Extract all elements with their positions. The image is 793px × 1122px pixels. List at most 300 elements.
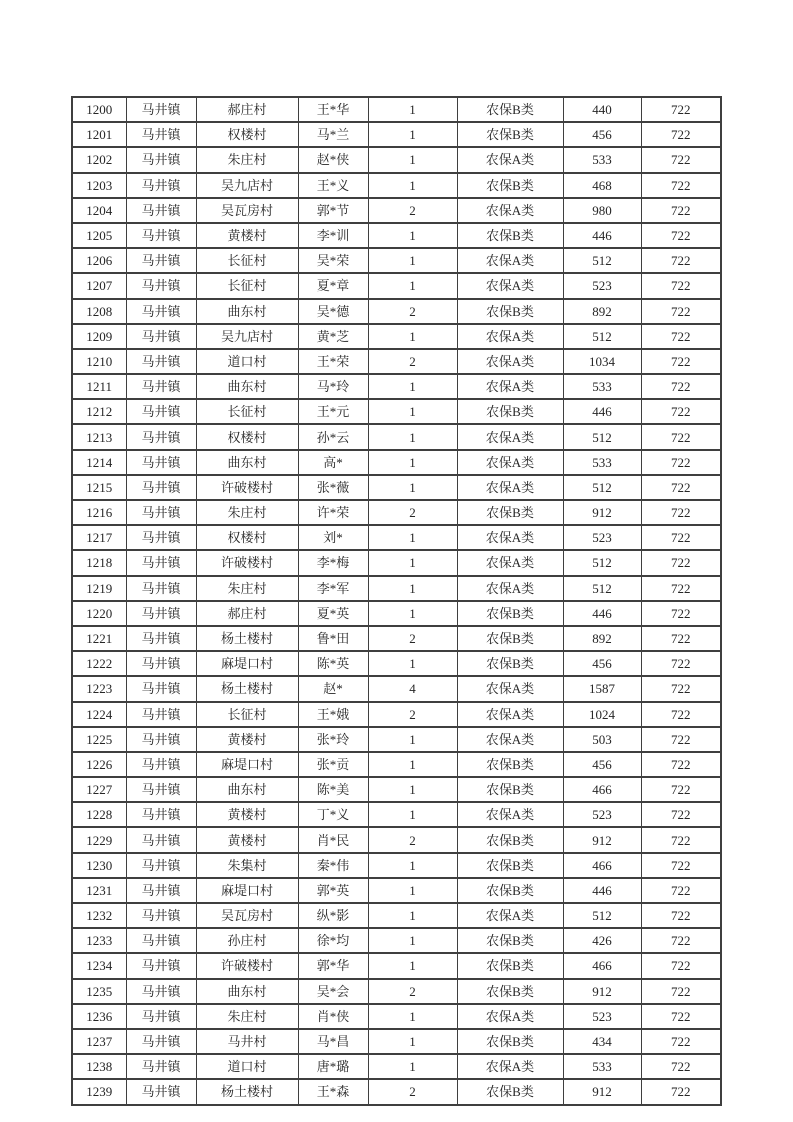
table-cell: 马井镇 <box>126 853 196 878</box>
table-cell: 1 <box>368 550 457 575</box>
table-cell: 1 <box>368 777 457 802</box>
table-row <box>72 248 721 273</box>
table-cell: 吴瓦房村 <box>196 903 298 928</box>
table-cell: 刘* <box>298 525 368 550</box>
table-body <box>72 97 721 1105</box>
table-cell: 722 <box>641 223 721 248</box>
table-cell: 466 <box>563 777 641 802</box>
table-cell: 马井镇 <box>126 450 196 475</box>
table-cell: 李*梅 <box>298 550 368 575</box>
table-cell: 农保B类 <box>457 500 563 525</box>
table-cell: 446 <box>563 399 641 424</box>
table-cell: 农保B类 <box>457 1079 563 1104</box>
table-cell: 1 <box>368 853 457 878</box>
table-cell: 1204 <box>72 198 126 223</box>
table-cell: 吴*会 <box>298 979 368 1004</box>
table-cell: 马井镇 <box>126 198 196 223</box>
table-row <box>72 626 721 651</box>
table-cell: 马井镇 <box>126 122 196 147</box>
table-cell: 722 <box>641 248 721 273</box>
table-cell: 杨土楼村 <box>196 626 298 651</box>
table-cell: 722 <box>641 1079 721 1104</box>
table-cell: 马井镇 <box>126 424 196 449</box>
table-cell: 2 <box>368 827 457 852</box>
table-cell: 王*元 <box>298 399 368 424</box>
table-cell: 2 <box>368 349 457 374</box>
table-cell: 1 <box>368 903 457 928</box>
table-cell: 郭*英 <box>298 878 368 903</box>
table-cell: 农保B类 <box>457 953 563 978</box>
table-cell: 1 <box>368 122 457 147</box>
table-cell: 523 <box>563 1004 641 1029</box>
table-cell: 1235 <box>72 979 126 1004</box>
table-cell: 农保A类 <box>457 198 563 223</box>
table-row <box>72 1079 721 1104</box>
table-cell: 1 <box>368 576 457 601</box>
table-cell: 722 <box>641 500 721 525</box>
table-cell: 466 <box>563 853 641 878</box>
table-row <box>72 1004 721 1029</box>
table-cell: 农保A类 <box>457 374 563 399</box>
table-cell: 722 <box>641 122 721 147</box>
table-cell: 722 <box>641 626 721 651</box>
table-cell: 722 <box>641 349 721 374</box>
table-cell: 马井镇 <box>126 777 196 802</box>
table-cell: 郭*节 <box>298 198 368 223</box>
table-cell: 许破楼村 <box>196 475 298 500</box>
table-row <box>72 853 721 878</box>
table-cell: 农保A类 <box>457 1054 563 1079</box>
table-cell: 1 <box>368 424 457 449</box>
table-cell: 孙庄村 <box>196 928 298 953</box>
table-cell: 马井镇 <box>126 1004 196 1029</box>
table-cell: 1234 <box>72 953 126 978</box>
table-cell: 1211 <box>72 374 126 399</box>
table-cell: 512 <box>563 475 641 500</box>
table-cell: 722 <box>641 576 721 601</box>
table-cell: 农保B类 <box>457 601 563 626</box>
table-cell: 722 <box>641 1004 721 1029</box>
table-cell: 1 <box>368 1029 457 1054</box>
table-cell: 1219 <box>72 576 126 601</box>
table-cell: 722 <box>641 928 721 953</box>
table-cell: 1218 <box>72 550 126 575</box>
table-cell: 1 <box>368 928 457 953</box>
table-cell: 农保B类 <box>457 752 563 777</box>
table-row <box>72 1054 721 1079</box>
table-cell: 2 <box>368 299 457 324</box>
table-cell: 马*兰 <box>298 122 368 147</box>
table-cell: 唐*璐 <box>298 1054 368 1079</box>
table-cell: 黄楼村 <box>196 827 298 852</box>
table-cell: 1206 <box>72 248 126 273</box>
table-cell: 麻堤口村 <box>196 878 298 903</box>
table-row <box>72 979 721 1004</box>
table-row <box>72 576 721 601</box>
table-cell: 1 <box>368 1004 457 1029</box>
table-cell: 马井镇 <box>126 1079 196 1104</box>
table-cell: 456 <box>563 752 641 777</box>
table-cell: 马井镇 <box>126 626 196 651</box>
table-cell: 523 <box>563 802 641 827</box>
table-cell: 夏*章 <box>298 273 368 298</box>
table-cell: 722 <box>641 752 721 777</box>
table-row <box>72 601 721 626</box>
table-cell: 468 <box>563 173 641 198</box>
table-cell: 马井镇 <box>126 1029 196 1054</box>
table-cell: 1205 <box>72 223 126 248</box>
table-cell: 1227 <box>72 777 126 802</box>
table-cell: 曲东村 <box>196 979 298 1004</box>
table-cell: 912 <box>563 500 641 525</box>
table-cell: 426 <box>563 928 641 953</box>
table-cell: 农保A类 <box>457 727 563 752</box>
table-cell: 1221 <box>72 626 126 651</box>
table-row <box>72 173 721 198</box>
table-cell: 722 <box>641 979 721 1004</box>
table-cell: 农保A类 <box>457 702 563 727</box>
table-row <box>72 147 721 172</box>
table-row <box>72 97 721 122</box>
table-row <box>72 450 721 475</box>
table-cell: 马井镇 <box>126 273 196 298</box>
table-cell: 1222 <box>72 651 126 676</box>
table-cell: 马井镇 <box>126 399 196 424</box>
table-row <box>72 651 721 676</box>
table-cell: 722 <box>641 374 721 399</box>
table-cell: 张*贡 <box>298 752 368 777</box>
table-cell: 朱庄村 <box>196 147 298 172</box>
table-cell: 王*森 <box>298 1079 368 1104</box>
table-cell: 马井镇 <box>126 676 196 701</box>
table-cell: 1232 <box>72 903 126 928</box>
table-cell: 2 <box>368 702 457 727</box>
table-cell: 722 <box>641 802 721 827</box>
table-cell: 杨土楼村 <box>196 1079 298 1104</box>
table-cell: 1 <box>368 651 457 676</box>
table-cell: 1 <box>368 475 457 500</box>
table-cell: 马井镇 <box>126 953 196 978</box>
table-cell: 912 <box>563 1079 641 1104</box>
table-cell: 马井镇 <box>126 550 196 575</box>
table-cell: 马井镇 <box>126 702 196 727</box>
table-row <box>72 475 721 500</box>
table-cell: 722 <box>641 299 721 324</box>
table-row <box>72 122 721 147</box>
table-cell: 农保A类 <box>457 248 563 273</box>
table-cell: 1 <box>368 273 457 298</box>
table-cell: 722 <box>641 1054 721 1079</box>
table-cell: 农保B类 <box>457 777 563 802</box>
table-cell: 曲东村 <box>196 450 298 475</box>
table-row <box>72 324 721 349</box>
table-cell: 533 <box>563 374 641 399</box>
table-cell: 权楼村 <box>196 525 298 550</box>
table-cell: 1 <box>368 450 457 475</box>
table-cell: 长征村 <box>196 399 298 424</box>
table-cell: 722 <box>641 550 721 575</box>
table-cell: 马井镇 <box>126 903 196 928</box>
table-cell: 722 <box>641 97 721 122</box>
table-cell: 1214 <box>72 450 126 475</box>
table-row <box>72 198 721 223</box>
table-cell: 农保A类 <box>457 273 563 298</box>
table-cell: 1 <box>368 399 457 424</box>
table-row <box>72 752 721 777</box>
table-cell: 722 <box>641 525 721 550</box>
table-cell: 长征村 <box>196 248 298 273</box>
table-cell: 1239 <box>72 1079 126 1104</box>
table-cell: 农保B类 <box>457 173 563 198</box>
table-cell: 722 <box>641 475 721 500</box>
table-cell: 张*薇 <box>298 475 368 500</box>
table-row <box>72 1029 721 1054</box>
table-cell: 农保B类 <box>457 223 563 248</box>
table-cell: 朱庄村 <box>196 500 298 525</box>
table-cell: 1231 <box>72 878 126 903</box>
table-cell: 512 <box>563 903 641 928</box>
table-row <box>72 702 721 727</box>
table-cell: 杨土楼村 <box>196 676 298 701</box>
table-row <box>72 676 721 701</box>
table-cell: 1 <box>368 248 457 273</box>
table-cell: 1 <box>368 525 457 550</box>
table-cell: 夏*英 <box>298 601 368 626</box>
table-cell: 赵* <box>298 676 368 701</box>
table-cell: 1 <box>368 173 457 198</box>
table-cell: 麻堤口村 <box>196 651 298 676</box>
table-cell: 533 <box>563 1054 641 1079</box>
table-cell: 722 <box>641 953 721 978</box>
table-cell: 722 <box>641 1029 721 1054</box>
table-cell: 1203 <box>72 173 126 198</box>
table-cell: 农保B类 <box>457 651 563 676</box>
table-cell: 1034 <box>563 349 641 374</box>
table-cell: 孙*云 <box>298 424 368 449</box>
table-cell: 1237 <box>72 1029 126 1054</box>
table-cell: 446 <box>563 878 641 903</box>
table-cell: 1202 <box>72 147 126 172</box>
table-row <box>72 399 721 424</box>
table-cell: 722 <box>641 702 721 727</box>
table-cell: 456 <box>563 651 641 676</box>
table-cell: 马井镇 <box>126 223 196 248</box>
table-cell: 马井镇 <box>126 97 196 122</box>
table-cell: 农保B类 <box>457 626 563 651</box>
table-cell: 446 <box>563 223 641 248</box>
table-cell: 1209 <box>72 324 126 349</box>
table-cell: 马井村 <box>196 1029 298 1054</box>
table-row <box>72 802 721 827</box>
table-cell: 1 <box>368 802 457 827</box>
table-cell: 722 <box>641 903 721 928</box>
table-cell: 722 <box>641 651 721 676</box>
table-cell: 麻堤口村 <box>196 752 298 777</box>
table-cell: 440 <box>563 97 641 122</box>
table-cell: 912 <box>563 979 641 1004</box>
table-cell: 马井镇 <box>126 299 196 324</box>
table-cell: 1 <box>368 727 457 752</box>
table-cell: 1238 <box>72 1054 126 1079</box>
table-cell: 722 <box>641 399 721 424</box>
table-row <box>72 349 721 374</box>
table-cell: 马井镇 <box>126 525 196 550</box>
table-cell: 吴*德 <box>298 299 368 324</box>
table-cell: 980 <box>563 198 641 223</box>
table-cell: 722 <box>641 147 721 172</box>
table-cell: 2 <box>368 500 457 525</box>
table-cell: 曲东村 <box>196 777 298 802</box>
table-cell: 农保A类 <box>457 802 563 827</box>
table-cell: 许破楼村 <box>196 953 298 978</box>
table-cell: 533 <box>563 450 641 475</box>
table-cell: 道口村 <box>196 349 298 374</box>
table-cell: 1217 <box>72 525 126 550</box>
table-cell: 王*娥 <box>298 702 368 727</box>
table-cell: 1 <box>368 878 457 903</box>
table-cell: 农保B类 <box>457 827 563 852</box>
table-cell: 722 <box>641 198 721 223</box>
table-cell: 722 <box>641 450 721 475</box>
table-cell: 马井镇 <box>126 576 196 601</box>
table-cell: 4 <box>368 676 457 701</box>
table-cell: 马井镇 <box>126 374 196 399</box>
table-cell: 郭*华 <box>298 953 368 978</box>
table-cell: 722 <box>641 777 721 802</box>
table-cell: 农保A类 <box>457 676 563 701</box>
table-row <box>72 727 721 752</box>
table-cell: 2 <box>368 1079 457 1104</box>
table-cell: 张*玲 <box>298 727 368 752</box>
table-cell: 长征村 <box>196 702 298 727</box>
table-cell: 512 <box>563 550 641 575</box>
table-cell: 曲东村 <box>196 299 298 324</box>
table-cell: 秦*伟 <box>298 853 368 878</box>
table-cell: 道口村 <box>196 1054 298 1079</box>
table-cell: 权楼村 <box>196 122 298 147</box>
table-cell: 黄楼村 <box>196 727 298 752</box>
table-cell: 1 <box>368 147 457 172</box>
table-cell: 马井镇 <box>126 324 196 349</box>
table-cell: 892 <box>563 299 641 324</box>
table-cell: 徐*均 <box>298 928 368 953</box>
table-cell: 纵*影 <box>298 903 368 928</box>
table-cell: 农保A类 <box>457 349 563 374</box>
table-cell: 1 <box>368 97 457 122</box>
table-cell: 722 <box>641 727 721 752</box>
table-cell: 黄*芝 <box>298 324 368 349</box>
table-cell: 马井镇 <box>126 1054 196 1079</box>
table-cell: 2 <box>368 198 457 223</box>
table-cell: 马井镇 <box>126 248 196 273</box>
table-cell: 黄楼村 <box>196 802 298 827</box>
table-cell: 1207 <box>72 273 126 298</box>
table-cell: 李*训 <box>298 223 368 248</box>
table-row <box>72 878 721 903</box>
table-row <box>72 928 721 953</box>
table-cell: 王*义 <box>298 173 368 198</box>
table-cell: 鲁*田 <box>298 626 368 651</box>
table-cell: 1223 <box>72 676 126 701</box>
table-row <box>72 424 721 449</box>
table-cell: 马井镇 <box>126 147 196 172</box>
table-cell: 1225 <box>72 727 126 752</box>
table-cell: 2 <box>368 626 457 651</box>
table-row <box>72 953 721 978</box>
table-cell: 农保A类 <box>457 475 563 500</box>
table-cell: 722 <box>641 853 721 878</box>
table-cell: 马井镇 <box>126 752 196 777</box>
table-cell: 农保A类 <box>457 324 563 349</box>
table-cell: 农保A类 <box>457 424 563 449</box>
table-cell: 农保B类 <box>457 928 563 953</box>
table-cell: 1024 <box>563 702 641 727</box>
table-row <box>72 273 721 298</box>
table-cell: 丁*义 <box>298 802 368 827</box>
table-cell: 马*玲 <box>298 374 368 399</box>
table-cell: 533 <box>563 147 641 172</box>
table-cell: 512 <box>563 324 641 349</box>
table-row <box>72 827 721 852</box>
table-cell: 农保B类 <box>457 299 563 324</box>
table-cell: 马井镇 <box>126 173 196 198</box>
table-cell: 1230 <box>72 853 126 878</box>
table-cell: 王*华 <box>298 97 368 122</box>
table-cell: 农保B类 <box>457 979 563 1004</box>
table-cell: 农保B类 <box>457 853 563 878</box>
table-cell: 农保B类 <box>457 399 563 424</box>
table-cell: 农保A类 <box>457 903 563 928</box>
table-cell: 吴瓦房村 <box>196 198 298 223</box>
table-row <box>72 525 721 550</box>
table-cell: 1236 <box>72 1004 126 1029</box>
table-cell: 1224 <box>72 702 126 727</box>
table-cell: 892 <box>563 626 641 651</box>
table-cell: 吴九店村 <box>196 324 298 349</box>
table-cell: 农保A类 <box>457 576 563 601</box>
table-cell: 许*荣 <box>298 500 368 525</box>
table-row <box>72 299 721 324</box>
table-cell: 722 <box>641 173 721 198</box>
table-cell: 512 <box>563 576 641 601</box>
table-cell: 马井镇 <box>126 500 196 525</box>
table-cell: 1 <box>368 223 457 248</box>
table-cell: 马井镇 <box>126 475 196 500</box>
table-cell: 长征村 <box>196 273 298 298</box>
table-cell: 1 <box>368 601 457 626</box>
table-cell: 1 <box>368 953 457 978</box>
table-row <box>72 374 721 399</box>
table-cell: 吴九店村 <box>196 173 298 198</box>
data-table <box>71 96 722 1106</box>
table-cell: 赵*侠 <box>298 147 368 172</box>
table-cell: 1 <box>368 1054 457 1079</box>
table-cell: 523 <box>563 525 641 550</box>
table-cell: 郝庄村 <box>196 601 298 626</box>
table-cell: 1228 <box>72 802 126 827</box>
table-cell: 1587 <box>563 676 641 701</box>
table-cell: 郝庄村 <box>196 97 298 122</box>
table-cell: 466 <box>563 953 641 978</box>
table-cell: 农保B类 <box>457 1029 563 1054</box>
table-row <box>72 777 721 802</box>
table-cell: 1 <box>368 324 457 349</box>
table-cell: 肖*民 <box>298 827 368 852</box>
table-cell: 马井镇 <box>126 979 196 1004</box>
table-row <box>72 550 721 575</box>
table-cell: 农保B类 <box>457 878 563 903</box>
table-cell: 吴*荣 <box>298 248 368 273</box>
